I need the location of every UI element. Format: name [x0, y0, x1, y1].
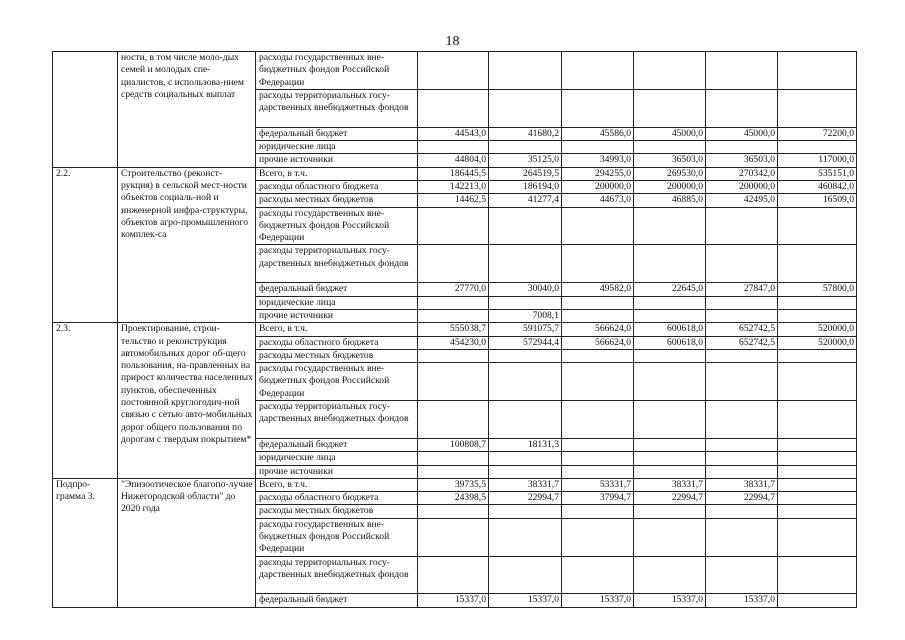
- amount-cell: [418, 245, 489, 283]
- amount-cell: 100808,7: [418, 438, 489, 451]
- amount-cell: 200000,0: [562, 180, 634, 193]
- amount-cell: 15337,0: [634, 594, 706, 607]
- amount-cell: [634, 296, 706, 309]
- activity-description: Проектирование, строи-тельство и реконструкция автомобильных дорог об-щего пользования, на-правленных на прирост количества населенных пунктов, обеспеченных постоянной круглогодич-ной связью с сетью авто-мобильных дорог общего пользования по дорогам с твердым покрытием*: [118, 323, 256, 479]
- amount-cell: [634, 309, 706, 322]
- funding-source: расходы территориальных госу-дарственных внебюджетных фондов: [256, 401, 418, 439]
- amount-cell: [562, 141, 634, 154]
- funding-source: федеральный бюджет: [256, 283, 418, 296]
- amount-cell: 600618,0: [634, 323, 706, 336]
- amount-cell: [562, 556, 634, 594]
- amount-cell: [418, 349, 489, 362]
- amount-cell: [778, 438, 857, 451]
- funding-source: расходы государственных вне-бюджетных фондов Российской Федерации: [256, 207, 418, 245]
- amount-cell: 186445,5: [418, 167, 489, 180]
- amount-cell: 42495,0: [706, 194, 778, 207]
- amount-cell: 566624,0: [562, 323, 634, 336]
- amount-cell: [489, 89, 562, 127]
- amount-cell: 7008,1: [489, 309, 562, 322]
- amount-cell: [634, 363, 706, 401]
- amount-cell: 36503,0: [634, 154, 706, 167]
- amount-cell: [778, 349, 857, 362]
- funding-source: федеральный бюджет: [256, 127, 418, 140]
- amount-cell: [778, 452, 857, 465]
- amount-cell: 41277,4: [489, 194, 562, 207]
- amount-cell: [562, 363, 634, 401]
- funding-source: расходы областного бюджета: [256, 492, 418, 505]
- budget-table: [52, 51, 857, 608]
- amount-cell: [418, 207, 489, 245]
- amount-cell: 200000,0: [706, 180, 778, 193]
- amount-cell: 294255,0: [562, 167, 634, 180]
- row-code: Подпро-грамма 3.: [53, 478, 118, 607]
- amount-cell: [706, 556, 778, 594]
- amount-cell: [778, 363, 857, 401]
- funding-source: расходы государственных вне-бюджетных фондов Российской Федерации: [256, 52, 418, 90]
- amount-cell: 264519,5: [489, 167, 562, 180]
- amount-cell: 45000,0: [634, 127, 706, 140]
- amount-cell: [778, 594, 857, 607]
- funding-source: расходы территориальных госу-дарственных внебюджетных фондов: [256, 89, 418, 127]
- amount-cell: [706, 438, 778, 451]
- funding-source: расходы государственных вне-бюджетных фондов Российской Федерации: [256, 518, 418, 556]
- funding-source: расходы территориальных госу-дарственных внебюджетных фондов: [256, 556, 418, 594]
- funding-source: расходы территориальных госу-дарственных внебюджетных фондов: [256, 245, 418, 283]
- amount-cell: [562, 296, 634, 309]
- amount-cell: [489, 452, 562, 465]
- amount-cell: [778, 89, 857, 127]
- amount-cell: 38331,7: [706, 478, 778, 491]
- budget-table-container: [52, 51, 856, 606]
- amount-cell: [706, 89, 778, 127]
- amount-cell: 38331,7: [634, 478, 706, 491]
- amount-cell: 14462,5: [418, 194, 489, 207]
- amount-cell: [562, 505, 634, 518]
- amount-cell: [489, 465, 562, 478]
- amount-cell: [706, 309, 778, 322]
- amount-cell: [562, 518, 634, 556]
- amount-cell: [489, 363, 562, 401]
- amount-cell: 652742,5: [706, 336, 778, 349]
- amount-cell: 22994,7: [634, 492, 706, 505]
- amount-cell: [706, 52, 778, 90]
- amount-cell: [634, 438, 706, 451]
- amount-cell: 22994,7: [489, 492, 562, 505]
- amount-cell: 555038,7: [418, 323, 489, 336]
- amount-cell: [418, 363, 489, 401]
- amount-cell: 46885,0: [634, 194, 706, 207]
- amount-cell: [706, 505, 778, 518]
- amount-cell: [706, 518, 778, 556]
- amount-cell: [418, 309, 489, 322]
- amount-cell: [778, 478, 857, 491]
- amount-cell: 520000,0: [778, 336, 857, 349]
- amount-cell: 44673,0: [562, 194, 634, 207]
- amount-cell: [489, 505, 562, 518]
- amount-cell: [778, 556, 857, 594]
- amount-cell: 35125,0: [489, 154, 562, 167]
- amount-cell: 142213,0: [418, 180, 489, 193]
- amount-cell: [562, 52, 634, 90]
- amount-cell: [634, 52, 706, 90]
- amount-cell: 16509,0: [778, 194, 857, 207]
- amount-cell: 39735,5: [418, 478, 489, 491]
- amount-cell: 535151,0: [778, 167, 857, 180]
- amount-cell: 591075,7: [489, 323, 562, 336]
- amount-cell: [562, 245, 634, 283]
- amount-cell: [562, 207, 634, 245]
- amount-cell: [562, 349, 634, 362]
- amount-cell: [634, 505, 706, 518]
- amount-cell: [778, 207, 857, 245]
- amount-cell: [778, 401, 857, 439]
- funding-source: юридические лица: [256, 296, 418, 309]
- amount-cell: 520000,0: [778, 323, 857, 336]
- amount-cell: [489, 518, 562, 556]
- amount-cell: [706, 245, 778, 283]
- amount-cell: [418, 52, 489, 90]
- amount-cell: [778, 141, 857, 154]
- row-code: 2.2.: [53, 167, 118, 323]
- amount-cell: 18131,3: [489, 438, 562, 451]
- page-number: 18: [445, 34, 460, 49]
- amount-cell: 44804,0: [418, 154, 489, 167]
- amount-cell: 117000,0: [778, 154, 857, 167]
- amount-cell: [489, 141, 562, 154]
- amount-cell: 22645,0: [634, 283, 706, 296]
- amount-cell: [489, 556, 562, 594]
- funding-source: расходы местных бюджетов: [256, 349, 418, 362]
- amount-cell: 37994,7: [562, 492, 634, 505]
- amount-cell: [778, 518, 857, 556]
- amount-cell: [634, 556, 706, 594]
- amount-cell: 27770,0: [418, 283, 489, 296]
- funding-source: расходы местных бюджетов: [256, 505, 418, 518]
- amount-cell: [562, 452, 634, 465]
- funding-source: юридические лица: [256, 452, 418, 465]
- funding-source: Всего, в т.ч.: [256, 323, 418, 336]
- amount-cell: [562, 89, 634, 127]
- funding-source: федеральный бюджет: [256, 594, 418, 607]
- amount-cell: 72200,0: [778, 127, 857, 140]
- amount-cell: 186194,0: [489, 180, 562, 193]
- amount-cell: [706, 296, 778, 309]
- amount-cell: [418, 505, 489, 518]
- table-row: [53, 323, 857, 336]
- amount-cell: [418, 518, 489, 556]
- amount-cell: 652742,5: [706, 323, 778, 336]
- amount-cell: 15337,0: [489, 594, 562, 607]
- amount-cell: 200000,0: [634, 180, 706, 193]
- amount-cell: [418, 452, 489, 465]
- amount-cell: [562, 438, 634, 451]
- amount-cell: 45000,0: [706, 127, 778, 140]
- amount-cell: 41680,2: [489, 127, 562, 140]
- amount-cell: 57800,0: [778, 283, 857, 296]
- amount-cell: [778, 505, 857, 518]
- funding-source: Всего, в т.ч.: [256, 478, 418, 491]
- amount-cell: 15337,0: [562, 594, 634, 607]
- amount-cell: [706, 465, 778, 478]
- amount-cell: 269530,0: [634, 167, 706, 180]
- amount-cell: 44543,0: [418, 127, 489, 140]
- amount-cell: [634, 465, 706, 478]
- amount-cell: 38331,7: [489, 478, 562, 491]
- funding-source: расходы областного бюджета: [256, 336, 418, 349]
- table-row: [53, 167, 857, 180]
- funding-source: расходы областного бюджета: [256, 180, 418, 193]
- amount-cell: [418, 141, 489, 154]
- amount-cell: [418, 556, 489, 594]
- amount-cell: 460842,0: [778, 180, 857, 193]
- amount-cell: [634, 401, 706, 439]
- amount-cell: [489, 296, 562, 309]
- amount-cell: [778, 309, 857, 322]
- amount-cell: 572944,4: [489, 336, 562, 349]
- amount-cell: [418, 296, 489, 309]
- amount-cell: [489, 207, 562, 245]
- amount-cell: [778, 465, 857, 478]
- amount-cell: [418, 465, 489, 478]
- amount-cell: 454230,0: [418, 336, 489, 349]
- amount-cell: [778, 245, 857, 283]
- amount-cell: [634, 349, 706, 362]
- amount-cell: [706, 452, 778, 465]
- activity-description: ности, в том числе моло-дых семей и молодых спе-циалистов, с использова-нием средств социальных выплат: [118, 52, 256, 168]
- row-code: 2.3.: [53, 323, 118, 479]
- amount-cell: [634, 518, 706, 556]
- amount-cell: [634, 207, 706, 245]
- amount-cell: 15337,0: [418, 594, 489, 607]
- amount-cell: [778, 296, 857, 309]
- amount-cell: 34993,0: [562, 154, 634, 167]
- amount-cell: [489, 349, 562, 362]
- table-row: [53, 478, 857, 491]
- amount-cell: [778, 52, 857, 90]
- amount-cell: 30040,0: [489, 283, 562, 296]
- amount-cell: [634, 452, 706, 465]
- funding-source: прочие источники: [256, 309, 418, 322]
- amount-cell: 566624,0: [562, 336, 634, 349]
- amount-cell: [778, 492, 857, 505]
- row-code: [53, 52, 118, 168]
- amount-cell: [706, 401, 778, 439]
- activity-description: Строительство (реконст-рукция) в сельской мест-ности объектов социаль-ной и инженерной инфра-структуры, объектов агро-промышленного комплек-са: [118, 167, 256, 323]
- amount-cell: 270342,0: [706, 167, 778, 180]
- funding-source: прочие источники: [256, 465, 418, 478]
- amount-cell: 15337,0: [706, 594, 778, 607]
- amount-cell: [562, 401, 634, 439]
- amount-cell: 27847,0: [706, 283, 778, 296]
- amount-cell: [562, 309, 634, 322]
- amount-cell: 36503,0: [706, 154, 778, 167]
- amount-cell: [706, 363, 778, 401]
- amount-cell: [489, 401, 562, 439]
- funding-source: федеральный бюджет: [256, 438, 418, 451]
- budget-table-body: [53, 52, 857, 608]
- table-row: [53, 52, 857, 90]
- amount-cell: [634, 245, 706, 283]
- activity-description: "Эпизоотическое благопо-лучие Нижегородской области" до 2020 года: [118, 478, 256, 607]
- amount-cell: [706, 349, 778, 362]
- amount-cell: 600618,0: [634, 336, 706, 349]
- funding-source: расходы местных бюджетов: [256, 194, 418, 207]
- amount-cell: [418, 89, 489, 127]
- amount-cell: 45586,0: [562, 127, 634, 140]
- amount-cell: 53331,7: [562, 478, 634, 491]
- amount-cell: 22994,7: [706, 492, 778, 505]
- funding-source: расходы государственных вне-бюджетных фондов Российской Федерации: [256, 363, 418, 401]
- amount-cell: [489, 245, 562, 283]
- amount-cell: 49582,0: [562, 283, 634, 296]
- amount-cell: [634, 141, 706, 154]
- funding-source: прочие источники: [256, 154, 418, 167]
- amount-cell: [634, 89, 706, 127]
- amount-cell: [706, 141, 778, 154]
- funding-source: Всего, в т.ч.: [256, 167, 418, 180]
- amount-cell: 24398,5: [418, 492, 489, 505]
- amount-cell: [489, 52, 562, 90]
- amount-cell: [418, 401, 489, 439]
- amount-cell: [706, 207, 778, 245]
- funding-source: юридические лица: [256, 141, 418, 154]
- amount-cell: [562, 465, 634, 478]
